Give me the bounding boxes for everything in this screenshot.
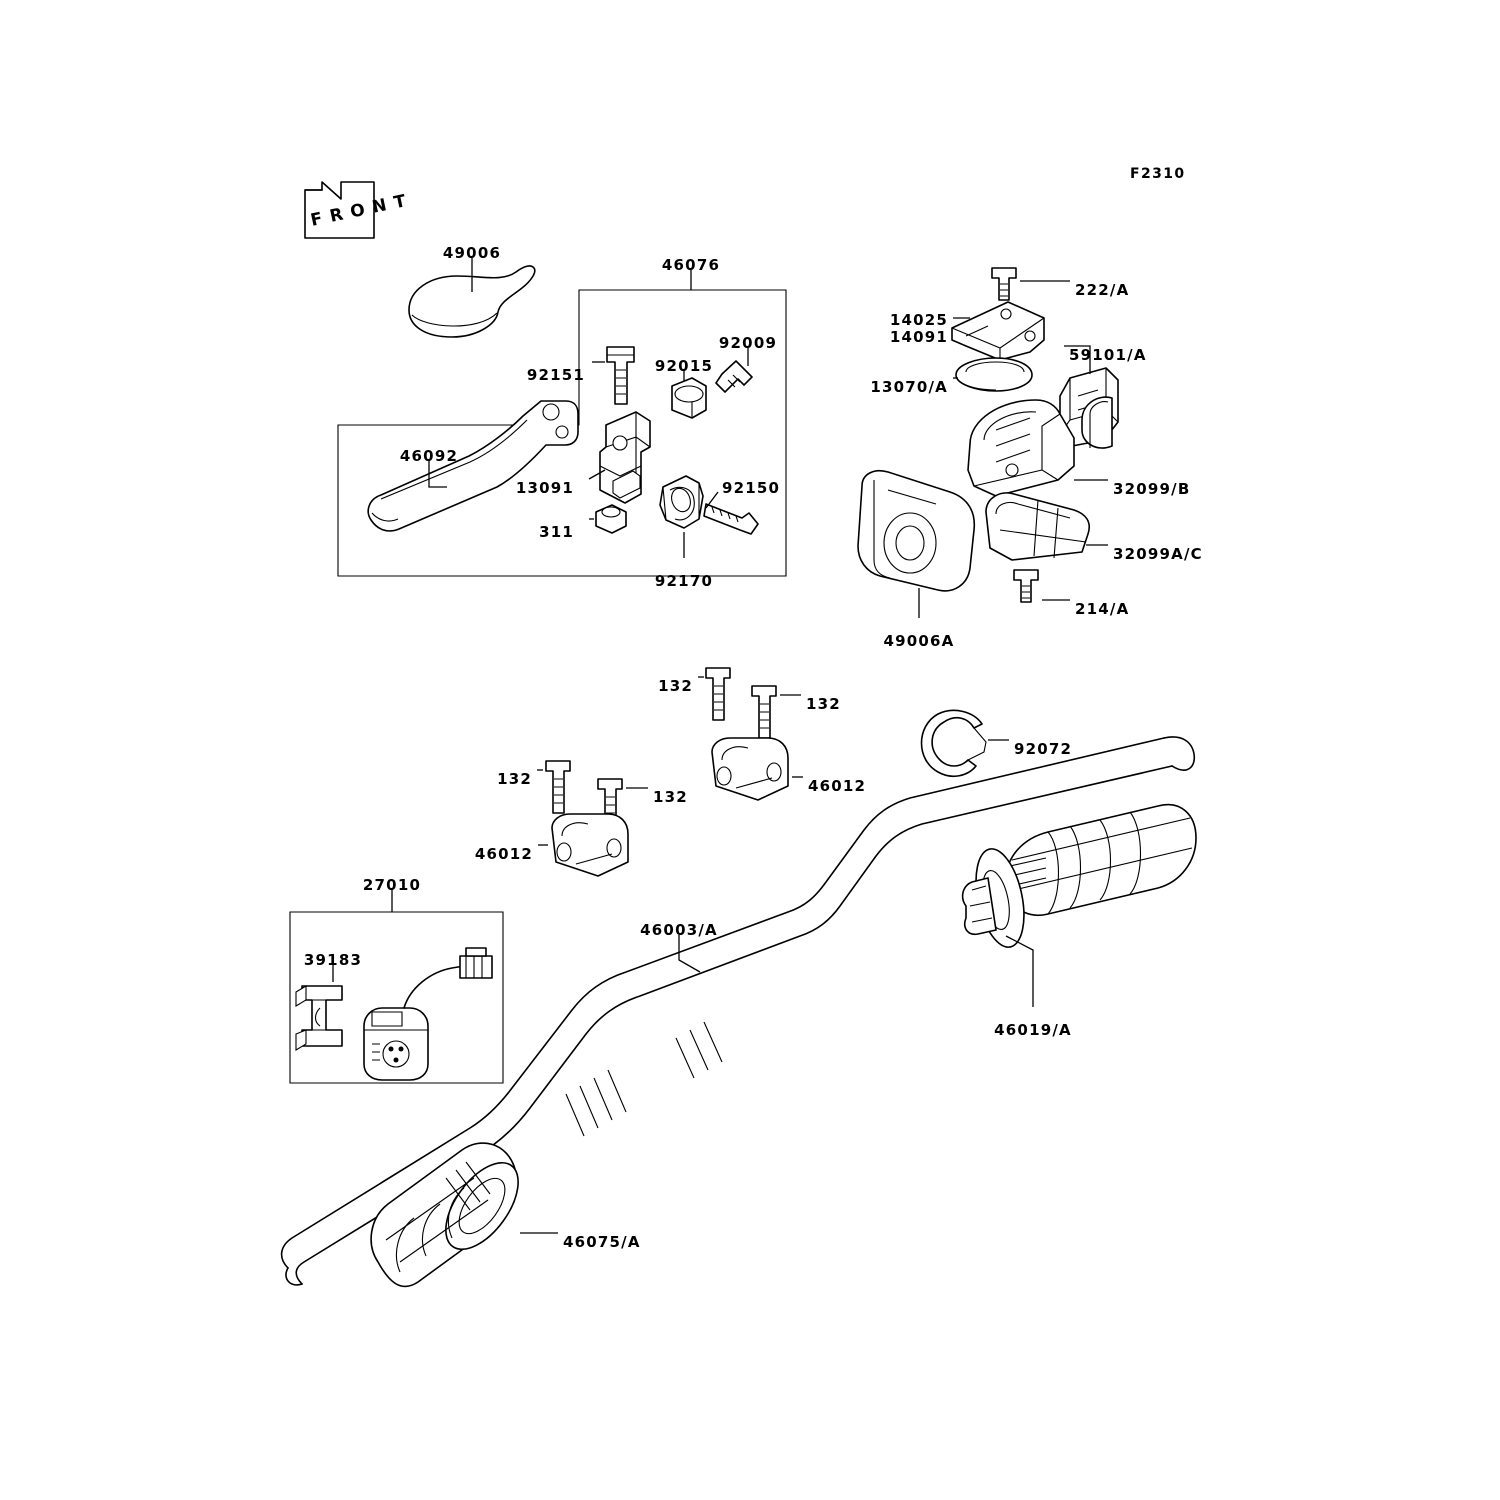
part-label-92150: 92150 (722, 479, 781, 497)
part-label-92009: 92009 (718, 334, 778, 352)
part-92151 (607, 347, 634, 404)
part-label-27010: 27010 (362, 876, 422, 894)
part-27010-switch (364, 948, 492, 1080)
part-92009 (716, 361, 752, 392)
part-label-32099-B: 32099/B (1113, 480, 1191, 498)
part-label-46092: 46092 (399, 447, 459, 465)
part-49006A (858, 471, 974, 591)
part-132-a (706, 668, 730, 720)
part-label-132: 132 (806, 695, 841, 713)
part-label-14025: 14025 (889, 311, 948, 329)
part-label-49006A: 49006A (883, 632, 955, 650)
part-92150 (704, 504, 758, 534)
part-46012-a (712, 738, 788, 800)
part-label-32099A-C: 32099A/C (1113, 545, 1203, 563)
part-label-46003-A: 46003/A (640, 921, 718, 939)
part-214A (1014, 570, 1038, 602)
part-13091 (600, 412, 650, 503)
part-92170 (660, 476, 703, 528)
part-label-13070-A: 13070/A (870, 378, 948, 396)
part-label-46076: 46076 (661, 256, 721, 274)
part-label-46012: 46012 (474, 845, 533, 863)
part-label-92151: 92151 (526, 366, 585, 384)
part-label-214-A: 214/A (1075, 600, 1130, 618)
part-label-132: 132 (653, 788, 688, 806)
part-label-46019-A: 46019/A (994, 1021, 1072, 1039)
part-label-92170: 92170 (654, 572, 714, 590)
part-32099AC (986, 493, 1089, 560)
part-label-132: 132 (658, 677, 693, 695)
part-92072 (922, 710, 987, 776)
part-label-14091: 14091 (889, 328, 948, 346)
part-222A (992, 268, 1016, 300)
leader-46003A (679, 935, 700, 972)
part-46019A (963, 805, 1196, 952)
part-39183 (296, 986, 342, 1050)
part-46012-b (552, 814, 628, 876)
part-label-39183: 39183 (303, 951, 363, 969)
part-46075A (371, 1143, 532, 1286)
part-132-b (752, 686, 776, 738)
part-label-13091: 13091 (515, 479, 574, 497)
part-32099B (968, 400, 1074, 496)
part-132-c (546, 761, 570, 813)
part-13070A (956, 358, 1032, 391)
svg-text:F R O N T: F R O N T (308, 191, 409, 231)
part-14025-14091 (952, 302, 1044, 360)
part-label-92072: 92072 (1014, 740, 1073, 758)
part-311 (596, 505, 626, 533)
part-92015 (672, 378, 706, 418)
part-label-59101-A: 59101/A (1069, 346, 1147, 364)
part-label-46075-A: 46075/A (563, 1233, 641, 1251)
part-label-46012: 46012 (808, 777, 867, 795)
part-label-49006: 49006 (442, 244, 502, 262)
front-arrow-icon (305, 182, 409, 238)
part-label-311: 311 (539, 523, 574, 541)
part-46092 (368, 401, 578, 531)
diagram-code: F2310 (1130, 166, 1186, 182)
part-label-92015: 92015 (654, 357, 714, 375)
part-label-222-A: 222/A (1075, 281, 1130, 299)
part-label-132: 132 (497, 770, 532, 788)
